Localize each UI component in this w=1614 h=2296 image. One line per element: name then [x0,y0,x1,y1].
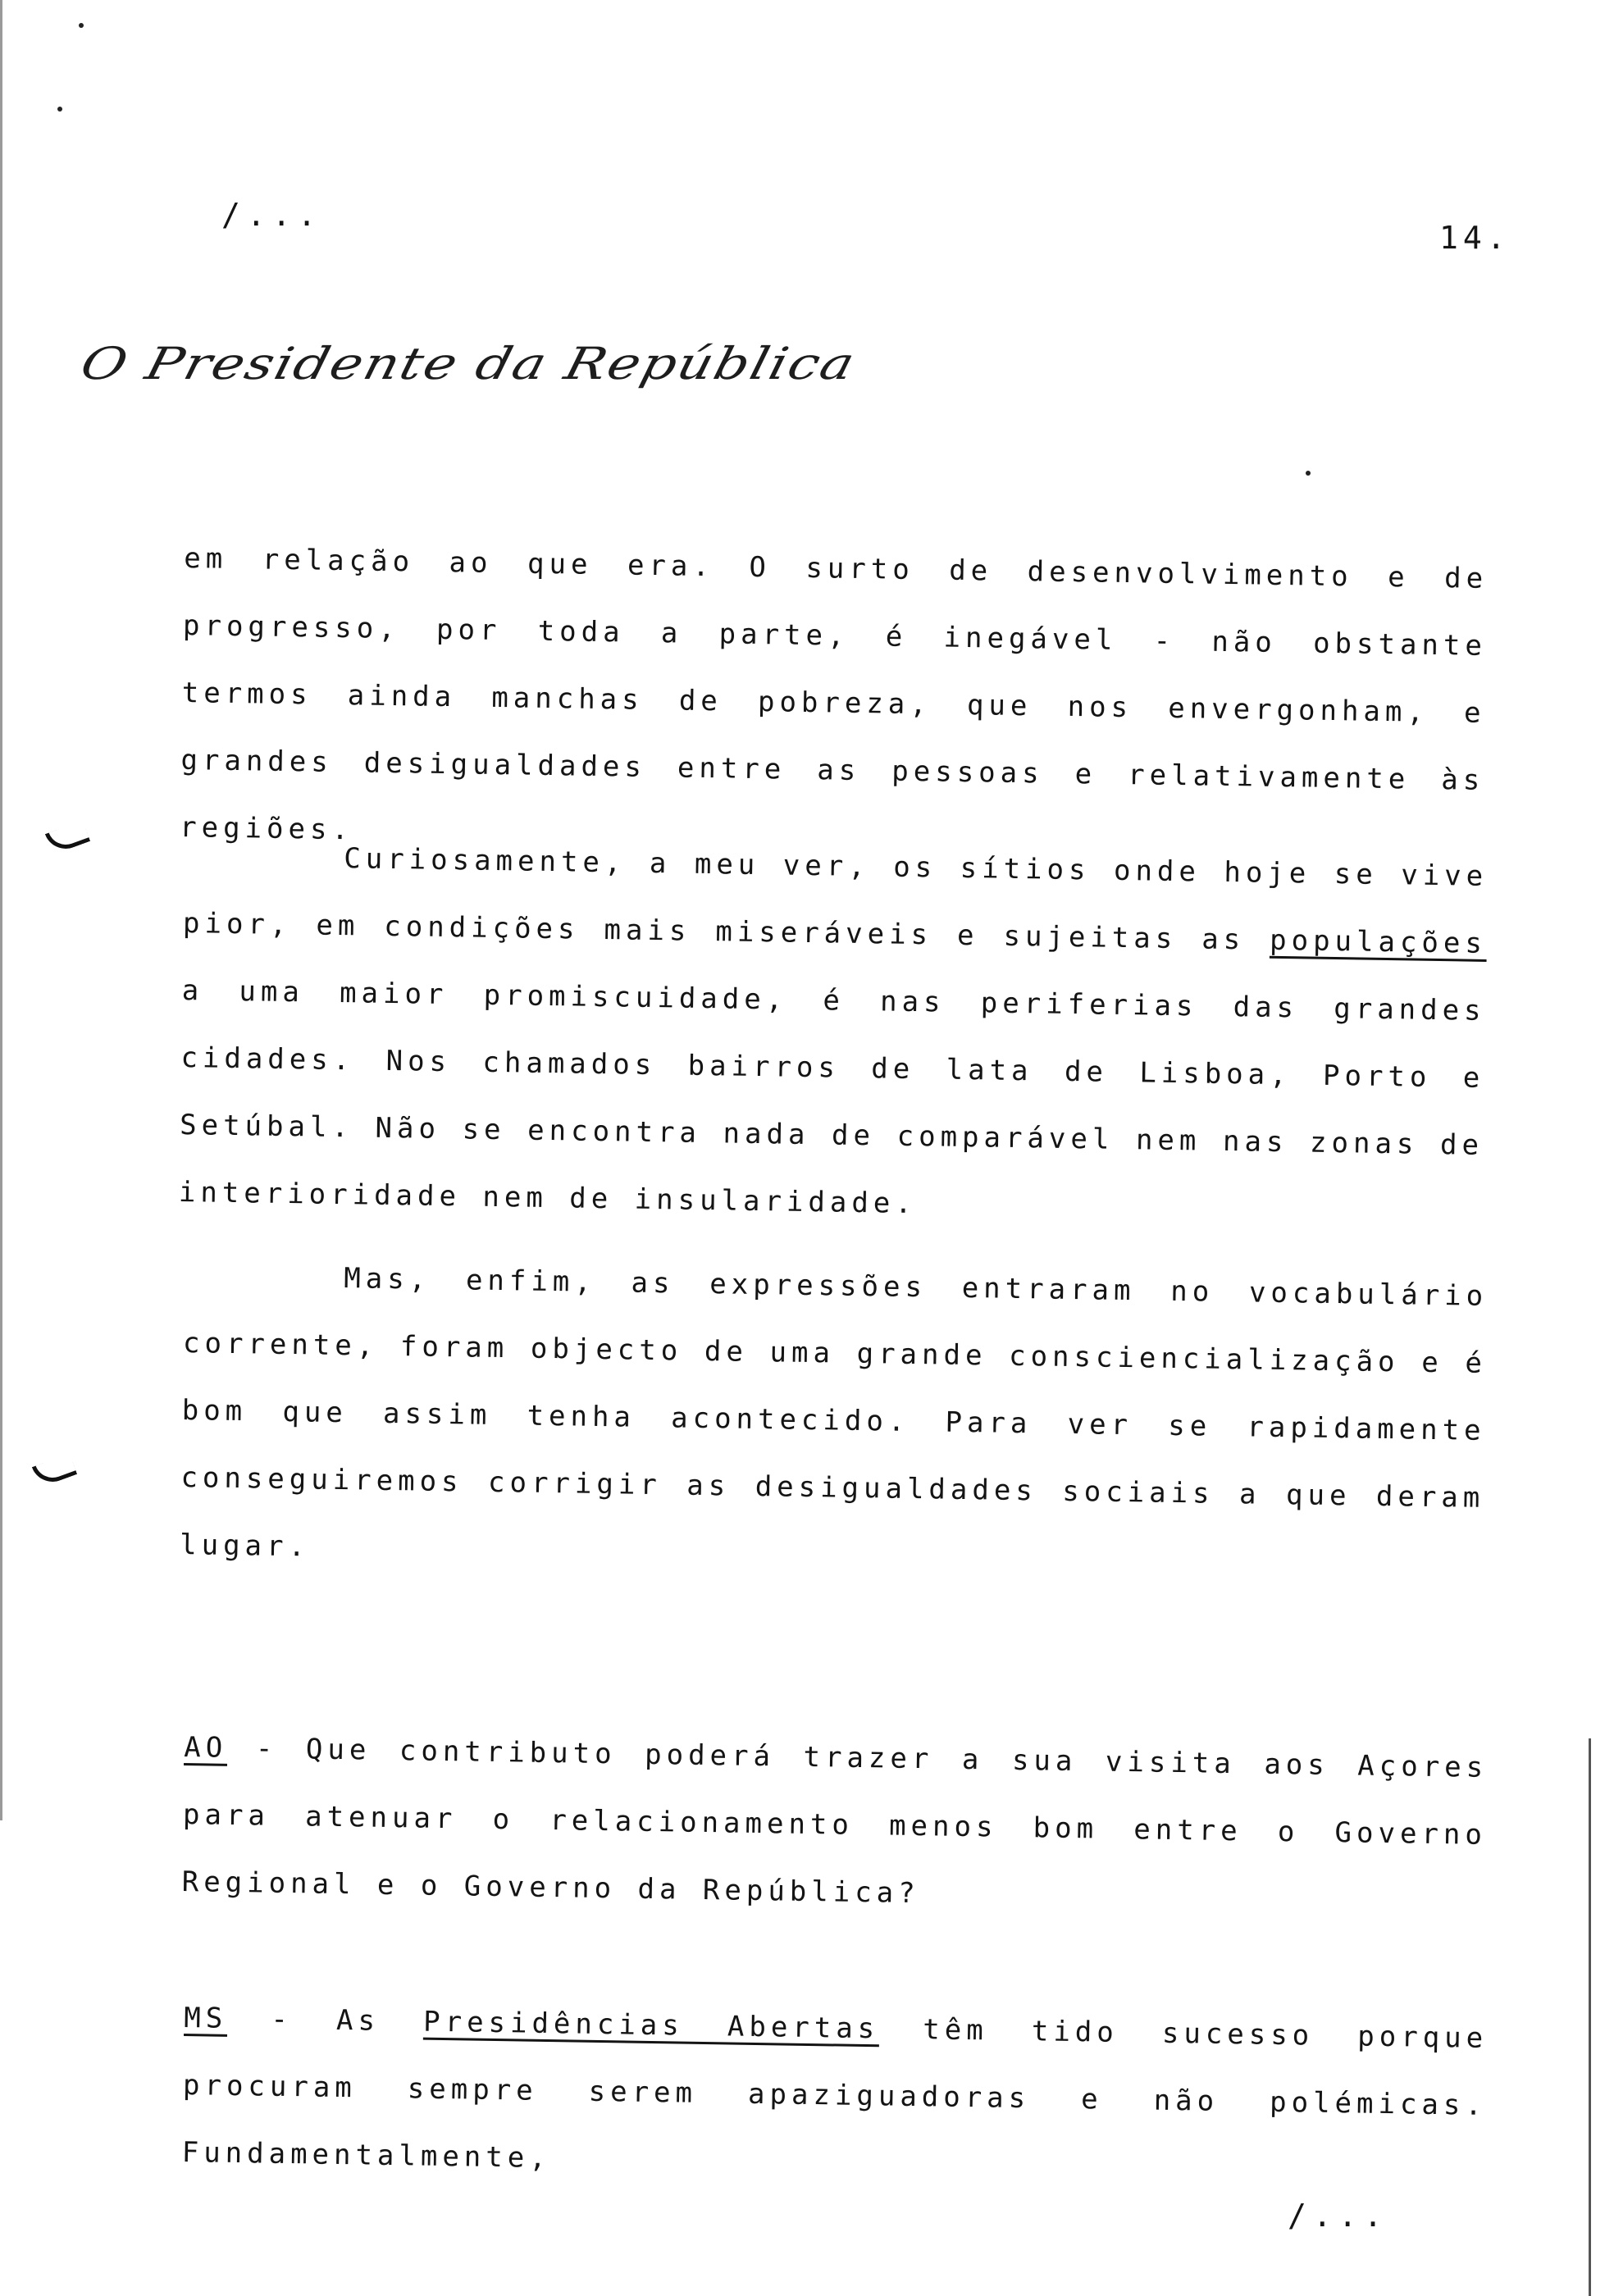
letterhead: O Presidente da República [75,337,862,390]
paragraph-text-end: a uma maior promiscuidade, é nas periferias das grandes cidades. Nos chamados bairros de lata de Lisboa, Porto e Setúbal. Não se encontra nada de comparável nem nas zonas de interioridade nem de insularidade. [178,973,1486,1221]
speaker-separator: - [226,1731,307,1766]
paragraph [180,1242,1489,1599]
underlined-word: populações [1269,923,1488,960]
scan-speck [57,107,62,112]
paragraph-text: Mas, enfim, as expressões entraram no vocabulário corrente, foram objecto de uma grande consciencialização e é bom que assim tenha acontecido. Para ver se rapidamente conseguiremos corrigir as desigualdades sociais a que deram lugar. [179,1262,1489,1564]
continuation-mark-bottom: /... [1288,2198,1389,2234]
answer-body: têm tido sucesso porque procuram sempre serem apaziguadoras e não polémicas. Fundamentalmente, [181,2012,1489,2175]
interview-answer [181,1984,1489,2207]
paragraph [178,822,1489,1246]
margin-pen-mark [32,1453,77,1487]
question-body: Que contributo poderá trazer a sua visita aos Açores para atenuar o relacionamento menos bom entre o Governo Regional e o Governo da República? [181,1733,1489,1911]
page-number: 14. [1439,220,1511,256]
paragraph-text: em relação ao que era. O surto de desenvolvimento e de progresso, por toda a parte, é inegável - não obstante termos ainda manchas de pobreza, que nos envergonham, e grandes desigualdades entre as pessoas e relativamente às regiões. [179,541,1489,847]
scan-speck [79,23,84,28]
speaker-separator: - As [226,2002,424,2039]
margin-pen-mark [45,820,90,854]
scan-edge-right [1589,1738,1591,2296]
answer-text [181,1984,1489,2207]
question-text [181,1714,1489,1936]
underlined-phrase: Presidências Abertas [422,2005,880,2046]
scan-edge-left [0,0,2,1820]
speaker-label: MS [184,2001,228,2035]
interview-question [181,1714,1489,1936]
continuation-mark-top: /... [221,197,323,233]
paragraph-text-start: Curiosamente, a meu ver, os sítios onde hoje se vive pior, em condições mais miseráveis e sujeitas as [182,842,1489,957]
speaker-label: AO [184,1730,228,1765]
scan-speck [1306,471,1311,476]
paragraph-text [178,822,1489,1246]
